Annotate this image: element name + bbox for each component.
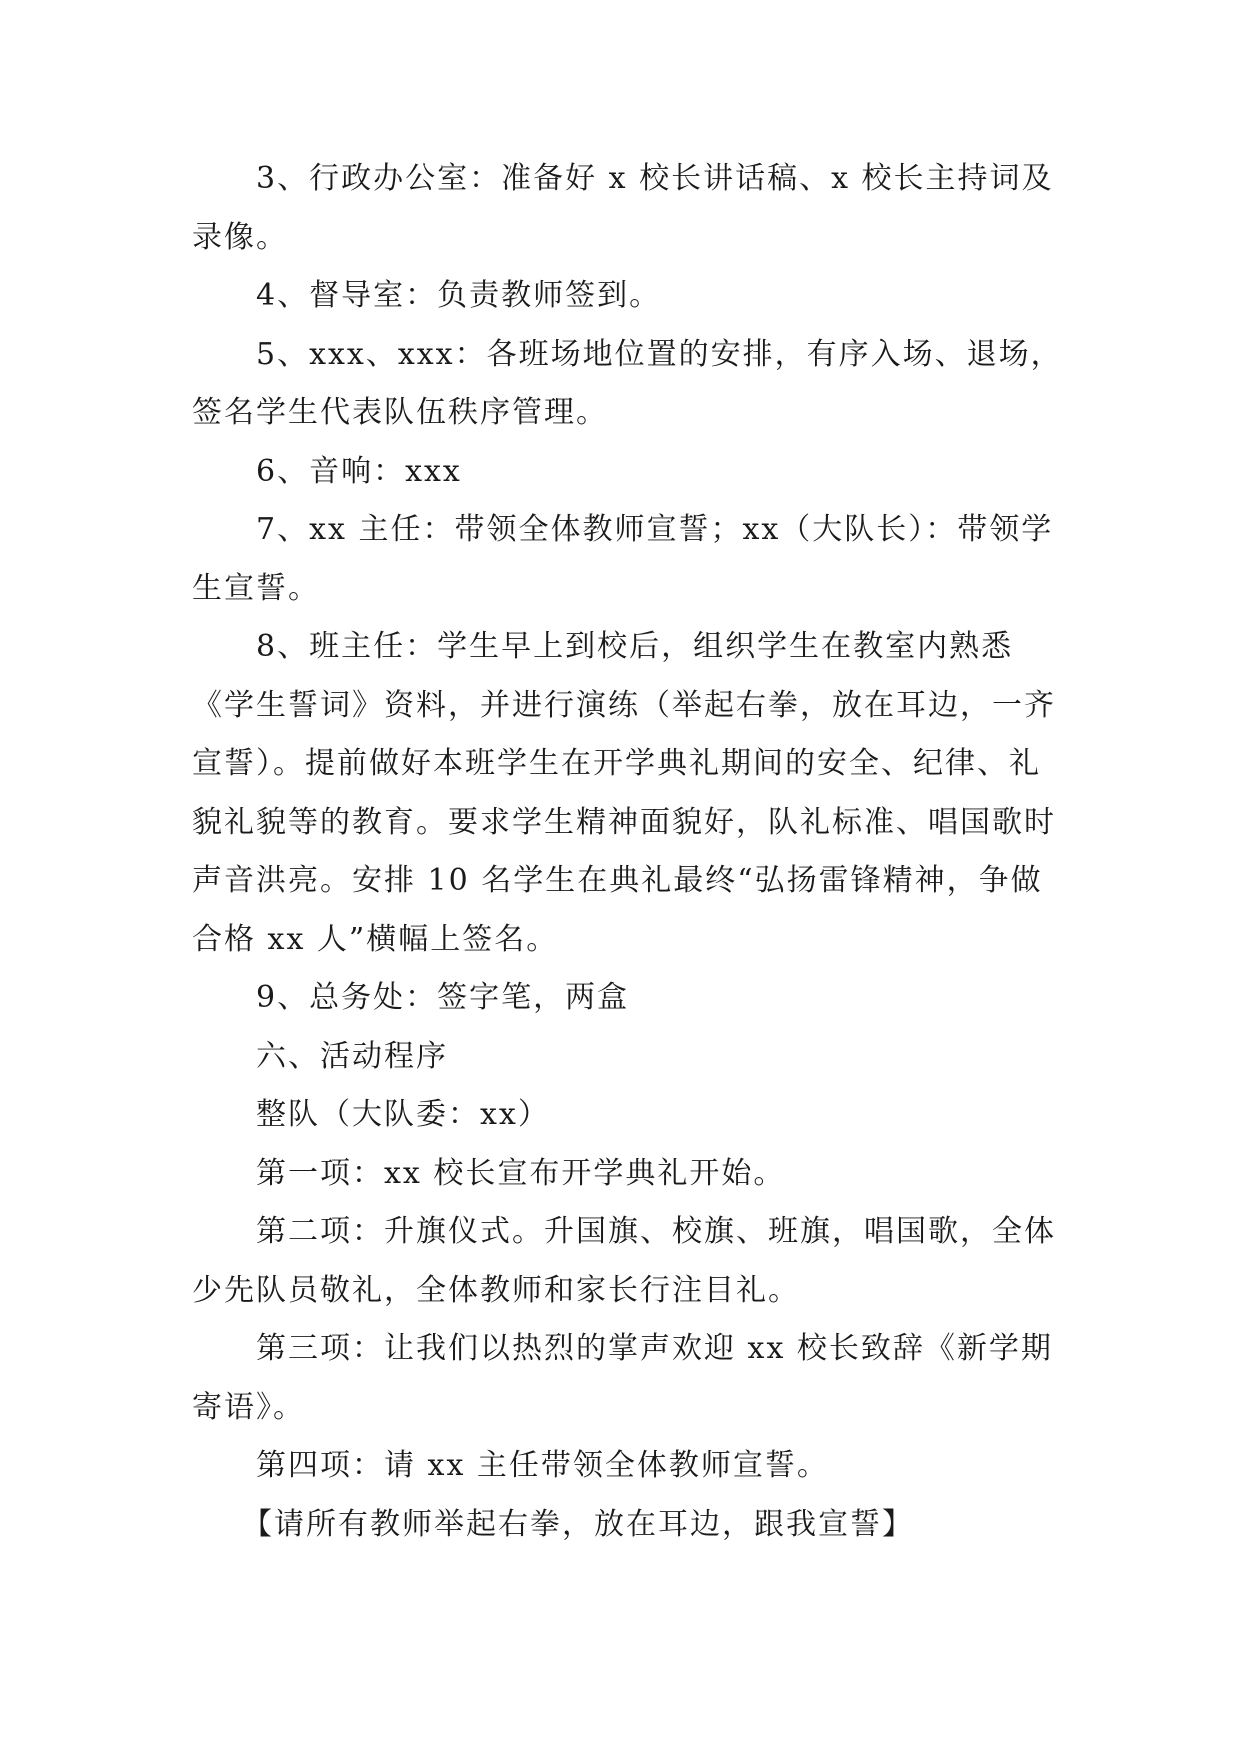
paragraph-item-two: 第二项：升旗仪式。升国旗、校旗、班旗，唱国歌，全体少先队员敬礼，全体教师和家长行注目礼。 (192, 1214, 1056, 1308)
paragraph-supervision-office: 4、督导室：负责教师签到。 (256, 278, 662, 313)
paragraph-oath-leaders: 7、xx 主任：带领全体教师宣誓；xx（大队长）：带领学生宣誓。 (192, 512, 1054, 606)
paragraph-item-one: 第一项：xx 校长宣布开学典礼开始。 (256, 1155, 786, 1191)
paragraph-oath-instruction: 【请所有教师举起右拳，放在耳边，跟我宣誓】 (242, 1506, 914, 1542)
paragraph-sound: 6、音响：xxx (256, 453, 462, 489)
paragraph-item-four: 第四项：请 xx 主任带领全体教师宣誓。 (256, 1448, 829, 1483)
paragraph-line-up: 整队（大队委：xx） (256, 1097, 550, 1132)
paragraph-item-three: 第三项：让我们以热烈的掌声欢迎 xx 校长致辞《新学期寄语》。 (192, 1331, 1053, 1425)
paragraph-general-affairs: 9、总务处：签字笔，两盒 (256, 980, 630, 1015)
paragraph-admin-office: 3、行政办公室：准备好 x 校长讲话稿、x 校长主持词及录像。 (192, 161, 1054, 255)
section-heading-program: 六、活动程序 (256, 1038, 448, 1074)
paragraph-venue-arrangement: 5、xxx、xxx：各班场地位置的安排，有序入场、退场，签名学生代表队伍秩序管理。 (192, 336, 1063, 430)
paragraph-class-teachers: 8、班主任：学生早上到校后，组织学生在教室内熟悉《学生誓词》资料，并进行演练（举起右拳，放在耳边，一齐宣誓）。提前做好本班学生在开学典礼期间的安全、纪律、礼貌礼貌等的教育。要求学生精神面貌好，队礼标准、唱国歌时声音洪亮。安排 10 名学生在典礼最终“弘扬雷锋精神，争做合格 xx 人”横幅上签名。 (192, 629, 1056, 957)
document-body (192, 150, 1072, 1554)
